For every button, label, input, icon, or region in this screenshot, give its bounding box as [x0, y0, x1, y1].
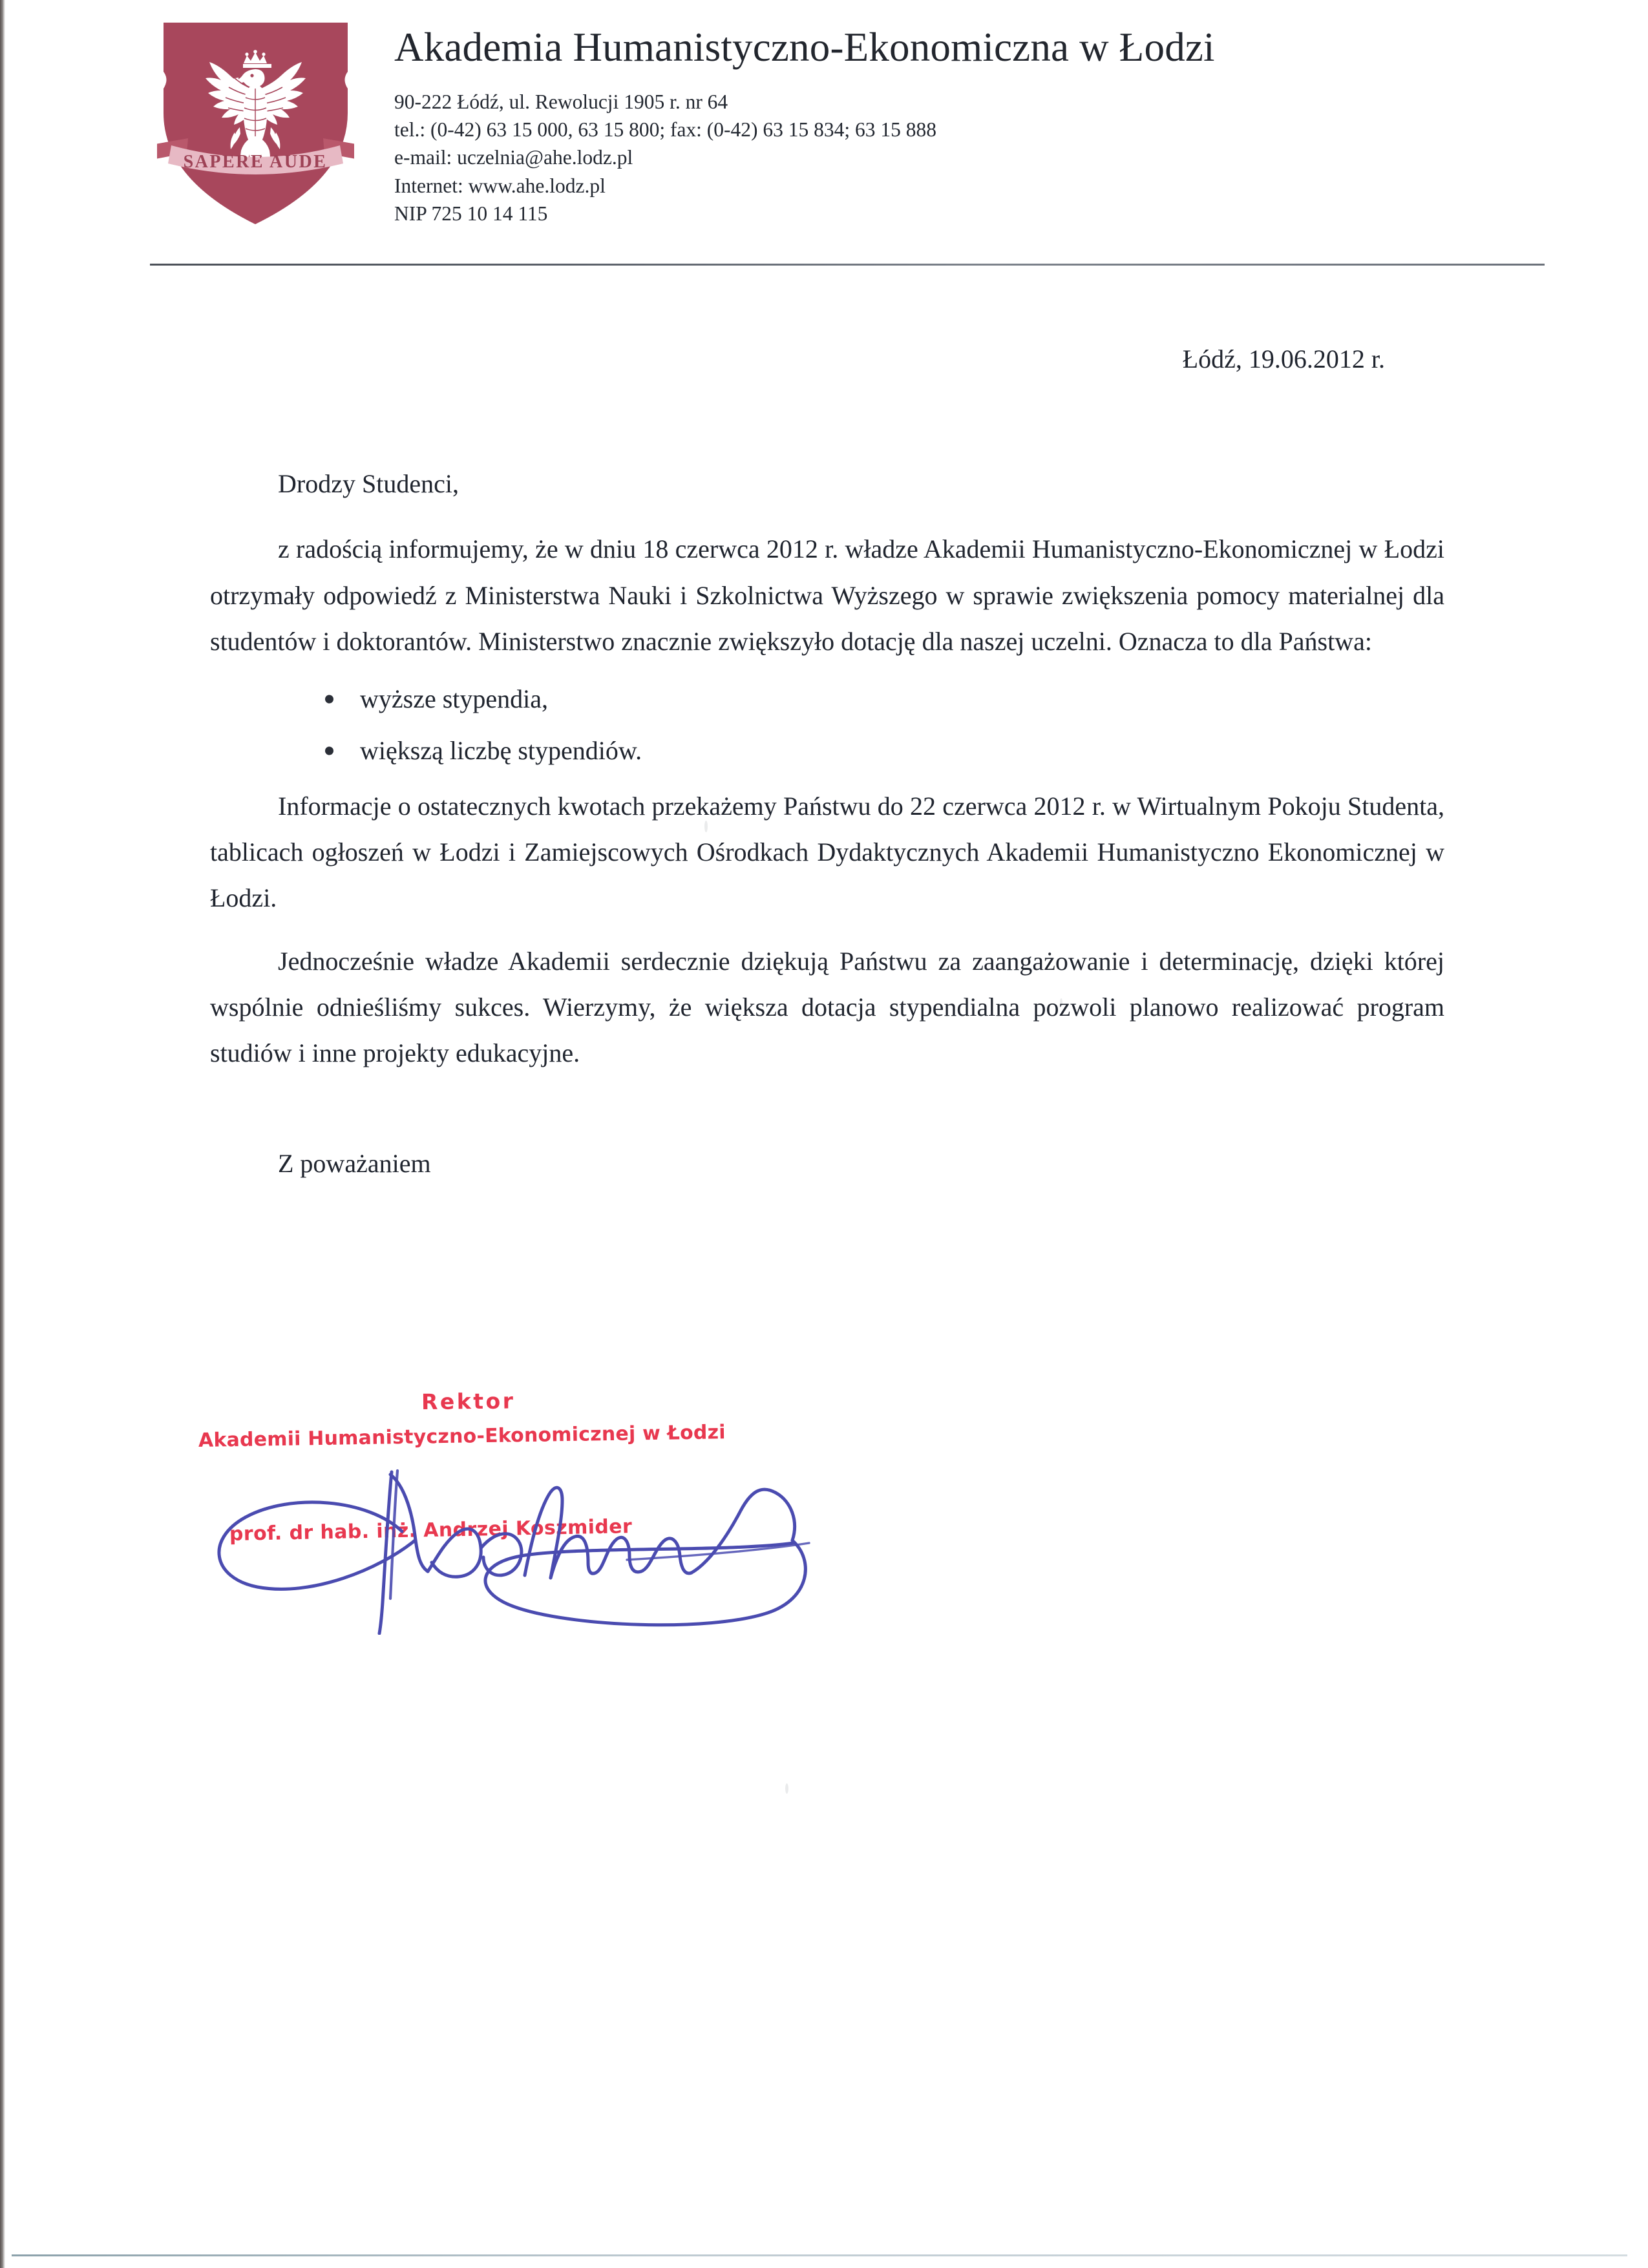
header-divider-rule — [150, 264, 1545, 266]
list-item-label: wyższe stypendia, — [360, 684, 549, 713]
svg-text:SAPERE AUDE: SAPERE AUDE — [183, 152, 328, 172]
paragraph-1: z radością informujemy, że w dniu 18 czerwca 2012 r. władze Akademii Humanistyczno-Ekonomicznej w Łodzi otrzymały odpowiedź z Ministerstwa Nauki i Szkolnictwa Wyższego w sprawie zwiększenia pomocy materialnej dla studentów i doktorantów. Ministerstwo znacznie zwiększyło dotację dla naszej uczelni. Oznacza to dla Państwa: — [210, 534, 1444, 656]
dateline: Łódź, 19.06.2012 r. — [1182, 344, 1385, 373]
benefits-list — [210, 673, 1444, 777]
crowned-eagle-shield-emblem — [157, 16, 354, 229]
list-item-label: większą liczbę stypendiów. — [360, 735, 642, 765]
scan-edge-artifact-left — [0, 0, 5, 2268]
stamp-role-text: Rektor — [421, 1388, 516, 1414]
letterhead-header — [0, 0, 1648, 271]
bullet-icon — [325, 695, 333, 703]
bullet-icon — [325, 746, 333, 755]
contact-email: e-mail: uczelnia@ahe.lodz.pl — [394, 146, 633, 169]
salutation: Drodzy Studenci, — [278, 469, 459, 499]
scan-edge-artifact-bottom — [12, 2254, 1627, 2256]
contact-phone: tel.: (0-42) 63 15 000, 63 15 800; fax: (0-42) 63 15 834; 63 15 888 — [394, 118, 937, 142]
list-item — [210, 725, 1444, 777]
scan-speck — [785, 1783, 788, 1794]
list-item — [210, 673, 1444, 725]
stamp-name-text: prof. dr hab. inż. Andrzej Koszmider — [229, 1515, 633, 1546]
contact-website: Internet: www.ahe.lodz.pl — [394, 174, 606, 197]
organization-title: Akademia Humanistyczno-Ekonomiczna w Łodzi — [394, 25, 1215, 70]
letter-body — [210, 336, 1444, 1186]
paragraph-2: Informacje o ostatecznych kwotach przekażemy Państwu do 22 czerwca 2012 r. w Wirtualnym Pokoju Studenta, tablicach ogłoszeń w Łodzi i Zamiejscowych Ośrodkach Dydaktycznych Akademii Humanistyczno Ekonomicznej w Łodzi. — [210, 791, 1444, 913]
letterhead-text-block — [394, 26, 1558, 227]
closing-salutation: Z poważaniem — [278, 1149, 431, 1179]
stamp-organization-text: Akademii Humanistyczno-Ekonomicznej w Łodzi — [198, 1421, 726, 1452]
contact-details — [394, 88, 1558, 227]
contact-address: 90-222 Łódź, ul. Rewolucji 1905 r. nr 64 — [394, 90, 728, 114]
paragraph-3: Jednocześnie władze Akademii serdecznie dziękują Państwu za zaangażowanie i determinację, dzięki której wspólnie odnieśliśmy sukces. Wierzymy, że większa dotacja stypendialna pozwoli planowo realizować program studiów i inne projekty edukacyjne. — [210, 946, 1444, 1067]
contact-nip: NIP 725 10 14 115 — [394, 202, 548, 225]
signature-block — [194, 1376, 905, 1635]
